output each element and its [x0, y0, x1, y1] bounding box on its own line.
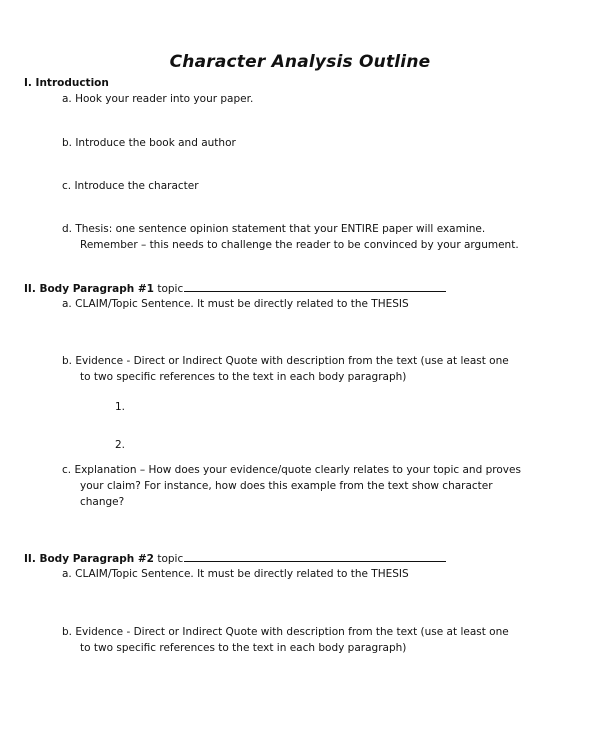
- body1-evidence-line1: b. Evidence - Direct or Indirect Quote with description from the text (use at least one: [62, 355, 509, 367]
- intro-item-c: c. Introduce the character: [62, 180, 199, 192]
- document-title: Character Analysis Outline: [169, 52, 431, 72]
- body1-explanation-line2: your claim? For instance, how does this example from the text show character: [80, 480, 493, 492]
- introduction-heading-label: I. Introduction: [24, 77, 109, 89]
- body2-evidence-line2: to two specific references to the text in each body paragraph): [80, 642, 407, 654]
- body1-explanation-line3: change?: [80, 496, 125, 508]
- introduction-heading: [24, 77, 109, 89]
- intro-item-b: b. Introduce the book and author: [62, 137, 236, 149]
- body1-reference-2: 2.: [115, 439, 126, 451]
- body2-evidence-line1: b. Evidence - Direct or Indirect Quote with description from the text (use at least one: [62, 626, 509, 638]
- body1-heading: [24, 281, 446, 295]
- body2-topic-blank-line: [184, 551, 446, 562]
- intro-item-d-line2: Remember – this needs to challenge the reader to be convinced by your argument.: [80, 239, 519, 251]
- body1-heading-topic: topic: [153, 283, 184, 295]
- body2-heading: [24, 551, 446, 565]
- body2-heading-topic: topic: [153, 553, 184, 565]
- body1-topic-blank-line: [184, 281, 446, 292]
- body1-heading-label: II. Body Paragraph #1: [24, 283, 154, 295]
- body2-heading-label: II. Body Paragraph #2: [24, 553, 154, 565]
- body1-reference-1: 1.: [115, 401, 126, 413]
- body1-explanation-line1: c. Explanation – How does your evidence/quote clearly relates to your topic and proves: [62, 464, 521, 476]
- body1-claim: a. CLAIM/Topic Sentence. It must be directly related to the THESIS: [62, 298, 409, 310]
- intro-item-a: a. Hook your reader into your paper.: [62, 93, 254, 105]
- body2-claim: a. CLAIM/Topic Sentence. It must be directly related to the THESIS: [62, 568, 409, 580]
- body1-evidence-line2: to two specific references to the text in each body paragraph): [80, 371, 407, 383]
- intro-item-d-line1: d. Thesis: one sentence opinion statement that your ENTIRE paper will examine.: [62, 223, 486, 235]
